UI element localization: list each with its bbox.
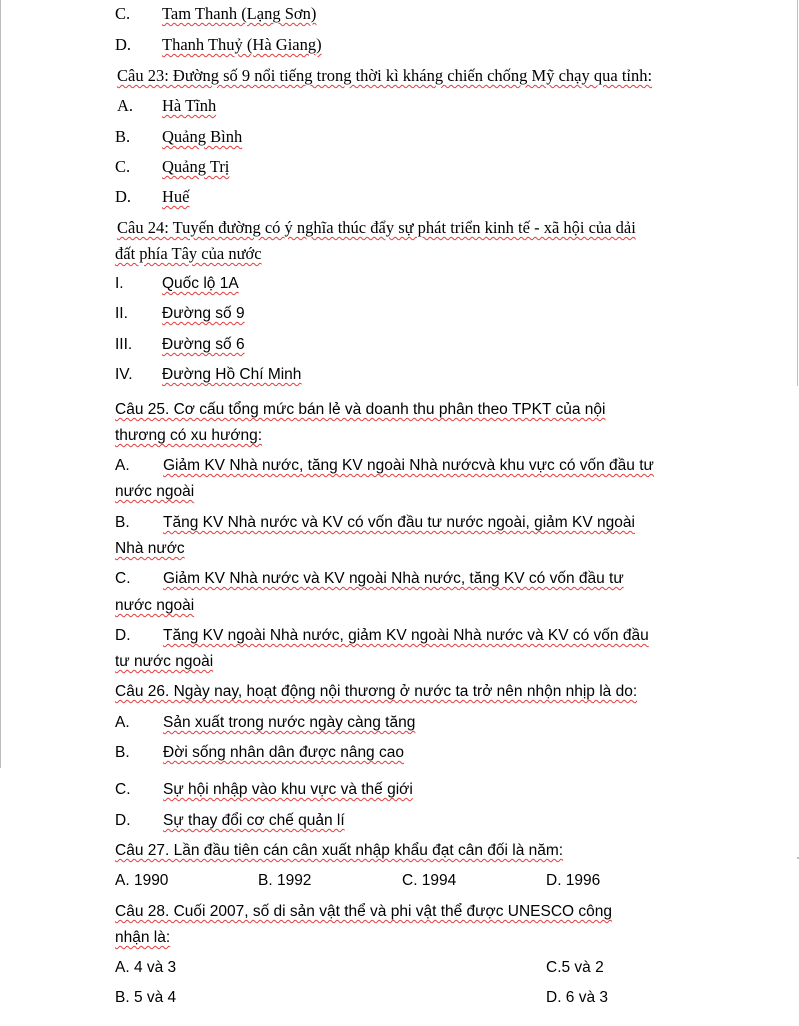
- option-text: Giảm KV Nhà nước và KV ngoài Nhà nước, tăng KV có vốn đầu tư: [163, 570, 624, 587]
- option-letter: C.: [115, 781, 131, 798]
- option-text: nước ngoài: [115, 483, 195, 500]
- option-d: D. 6 và 3: [546, 989, 609, 1006]
- option-letter: A.: [115, 457, 130, 474]
- option-b: B. 1992: [258, 872, 312, 889]
- option-text: Giảm KV Nhà nước, tăng KV ngoài Nhà nướcvà khu vực có vốn đầu tư: [163, 457, 654, 474]
- question-text: nhận là:: [115, 929, 171, 946]
- option-d: D. 1996: [546, 872, 601, 889]
- option-text: Huế: [162, 187, 190, 206]
- option-letter: C.: [115, 157, 131, 176]
- option-c: C. 1994: [402, 872, 457, 889]
- question-text: Câu 25. Cơ cấu tổng mức bán lẻ và doanh thu phân theo TPKT của nội: [115, 401, 606, 418]
- option-letter: D.: [115, 812, 131, 829]
- question-text: Câu 23: Đường số 9 nổi tiếng trong thời kì kháng chiến chống Mỹ chạy qua tỉnh:: [117, 66, 653, 85]
- question-text: Câu 24: Tuyến đường có ý nghĩa thúc đẩy sự phát triển kinh tế - xã hội của dải: [117, 218, 636, 237]
- option-c: C.5 và 2: [546, 959, 604, 976]
- question-text: Câu 28. Cuối 2007, số di sản vật thể và phi vật thể được UNESCO công: [115, 903, 613, 920]
- option-text: Nhà nước: [115, 540, 185, 557]
- page-right-edge: [797, 0, 798, 386]
- option-text: Đường Hồ Chí Minh: [162, 366, 302, 383]
- option-text: Hà Tĩnh: [162, 96, 217, 115]
- option-text: Sự hội nhập vào khu vực và thế giới: [163, 781, 413, 798]
- option-text: Quảng Trị: [162, 157, 230, 176]
- option-letter: C.: [115, 4, 131, 23]
- option-text: Sự thay đổi cơ chế quản lí: [163, 812, 345, 829]
- option-text: Đời sống nhân dân được nâng cao: [163, 744, 404, 761]
- question-text: Câu 27. Lần đầu tiên cán cân xuất nhập khẩu đạt cân đối là năm:: [115, 842, 564, 859]
- question-text: thương có xu hướng:: [115, 427, 263, 444]
- option-letter: A.: [117, 96, 134, 115]
- page-left-edge: [0, 0, 1, 768]
- question-text: Câu 26. Ngày nay, hoạt động nội thương ở nước ta trở nên nhộn nhịp là do:: [115, 683, 638, 700]
- option-letter: D.: [115, 35, 132, 54]
- option-text: Quốc lộ 1A: [162, 275, 239, 292]
- option-letter: III.: [115, 336, 133, 353]
- option-text: Thanh Thuỷ (Hà Giang): [162, 35, 322, 54]
- option-letter: II.: [115, 305, 128, 322]
- option-text: Quảng Bình: [162, 127, 243, 146]
- option-letter: B.: [115, 127, 131, 146]
- option-letter: C.: [115, 570, 131, 587]
- option-text: Tăng KV Nhà nước và KV có vốn đầu tư nước ngoài, giảm KV ngoài: [163, 514, 635, 531]
- option-text: nước ngoài: [115, 597, 195, 614]
- option-letter: D.: [115, 627, 131, 644]
- option-letter: IV.: [115, 366, 133, 383]
- option-text: Tăng KV ngoài Nhà nước, giảm KV ngoài Nhà nước và KV có vốn đầu: [163, 627, 649, 644]
- option-a: A. 4 và 3: [115, 959, 177, 976]
- option-letter: B.: [115, 514, 130, 531]
- question-text: đất phía Tây của nước: [115, 244, 262, 263]
- option-text: Đường số 6: [162, 336, 245, 353]
- option-letter: D.: [115, 187, 132, 206]
- option-a: A. 1990: [115, 872, 169, 889]
- option-text: tư nước ngoài: [115, 653, 214, 670]
- option-text: Sản xuất trong nước ngày càng tăng: [163, 714, 416, 731]
- option-letter: A.: [115, 714, 130, 731]
- option-text: Tam Thanh (Lạng Sơn): [162, 4, 317, 23]
- option-text: Đường số 9: [162, 305, 245, 322]
- option-b: B. 5 và 4: [115, 989, 177, 1006]
- option-letter: I.: [115, 275, 124, 292]
- option-letter: B.: [115, 744, 130, 761]
